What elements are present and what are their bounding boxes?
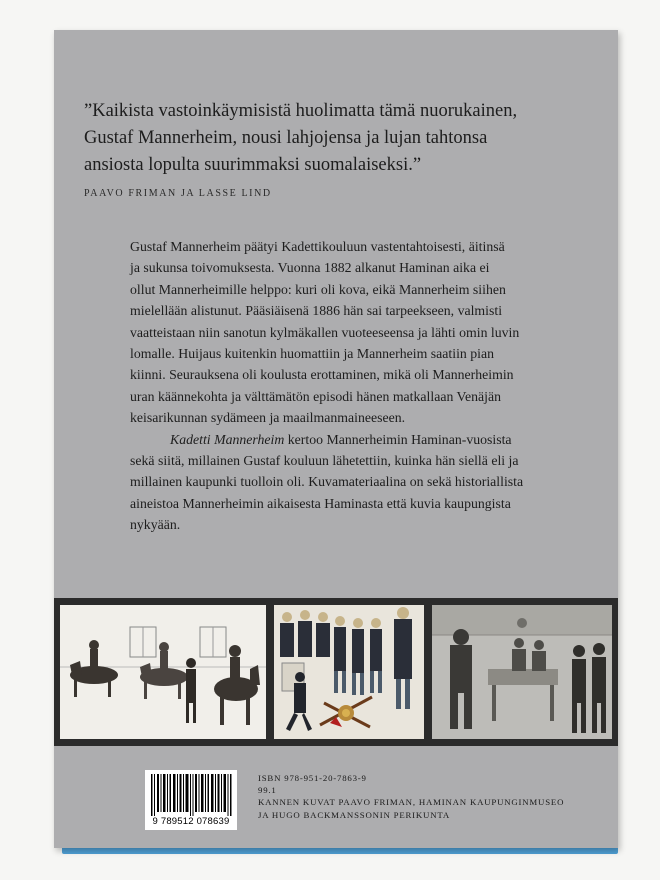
publication-info (258, 772, 564, 821)
cover-quote (84, 98, 584, 179)
blurb-line: ja sukunsa toivomuksesta. Vuonna 1882 alkanut Haminan aika ei (130, 260, 490, 276)
classification-code: 99.1 (258, 785, 277, 796)
cadet-uniforms-illustration (274, 605, 424, 739)
blurb-line: kiinni. Seurauksena oli koulusta erottaminen, mikä oli Mannerheimin (130, 367, 514, 383)
quote-line: ”Kaikista vastoinkäymisistä huolimatta tämä nuorukainen, (84, 101, 518, 121)
blurb-text (130, 236, 570, 536)
blurb-line: nykyään. (130, 517, 181, 533)
book-title: Kadetti Mannerheim (170, 431, 285, 447)
quote-attribution: PAAVO FRIMAN JA LASSE LIND (84, 188, 272, 199)
blurb-line: aineistoa Mannerheimin aikaisesta Haminasta että kuvia kaupungista (130, 495, 511, 511)
blurb-line: millainen kaupunki tuolloin oli. Kuvamateriaalina on sekä historiallista (130, 474, 524, 490)
blurb-line: mielellään alistunut. Pääsiäisenä 1886 hän sai tarpeekseen, valmisti (130, 303, 503, 319)
quote-line: ansiosta lopulta suurimmaksi suomalaiseksi.” (84, 155, 422, 175)
blurb-line-rest: kertoo Mannerheimin Haminan-vuosista (284, 431, 512, 447)
quote-line: Gustaf Mannerheim, nousi lahjojensa ja lujan tahtonsa (84, 128, 488, 148)
horse-riders-sketch (60, 605, 266, 739)
blurb-line: Gustaf Mannerheim päätyi Kadettikouluun vastentahtoisesti, äitinsä (130, 239, 505, 254)
image-strip (54, 598, 618, 746)
barcode-digits: 9 789512 078639 (152, 816, 230, 827)
image-credits-line: JA HUGO BACKMANSSONIN PERIKUNTA (258, 809, 450, 820)
barcode (145, 770, 237, 830)
blurb-line (130, 429, 570, 450)
image-credits-line: KANNEN KUVAT PAAVO FRIMAN, HAMINAN KAUPUNGINMUSEO (258, 797, 565, 808)
blurb-line: uran käännekohta ja välttämätön episodi hänen matkallaan Venäjän (130, 388, 501, 404)
blurb-line: keisarikunnan sydämeen ja maailmanmaineeseen. (130, 410, 406, 426)
blurb-line: vaatteistaan niin sanotun kylmäkallen vuoteeseensa ja lähti omin luvin (130, 324, 520, 340)
classroom-cadets-drawing (432, 605, 612, 739)
isbn-number: ISBN 978-951-20-7863-9 (258, 773, 367, 783)
blurb-line: ollut Mannerheimille helppo: kuri oli kova, eikä Mannerheim siihen (130, 281, 506, 297)
blurb-line: lomalle. Huijaus kuitenkin huomattiin ja Mannerheim saatiin pian (130, 346, 495, 362)
barcode-bars (145, 770, 237, 816)
blurb-line: sekä siitä, millainen Gustaf kouluun lähetettiin, kuinka hän siellä eli ja (130, 453, 519, 469)
